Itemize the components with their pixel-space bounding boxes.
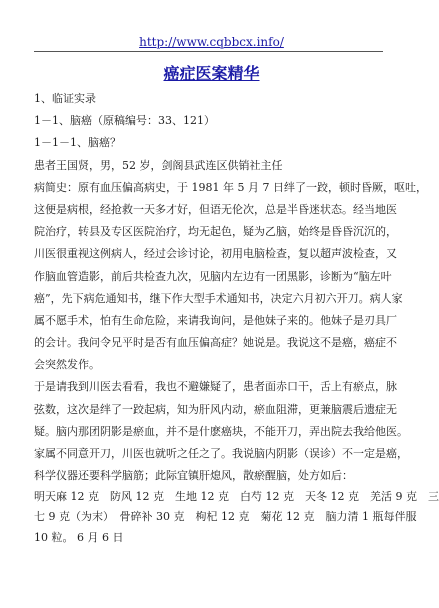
prescription-date-line: 10 粒。 6 月 6 日 <box>34 530 124 544</box>
text-line: 弦数，这次是绊了一跤起病，知为肝风内动，瘀血阻滞，更兼脑震后遗症无 <box>34 402 397 416</box>
text-line: 病简史：原有血压偏高病史，于 1981 年 5 月 7 日绊了一跤，顿时昏厥，呕吐， <box>34 180 427 194</box>
document-title[interactable]: 癌症医案精华 <box>163 64 260 83</box>
text-line: 科学仪器还要科学脑筋；此际宜镇肝熄风，散瘀醒脑，处方如后： <box>34 469 353 483</box>
prescription-line: 七 9 克（为末） 骨碎补 30 克 枸杞 12 克 菊花 12 克 脑力清 1 瓶每伴服 <box>34 510 417 524</box>
text-line: 会突然发作。 <box>34 358 100 372</box>
text-line: 这便是病根，经抢救一天多才好，但语无伦次，总是半昏迷状态。经当地医 <box>34 202 397 216</box>
text-line: 家属不同意开刀，川医也就听之任之了。我说脑内阴影（误诊）不一定是癌， <box>34 447 408 460</box>
text-line: 院治疗，转县及专区医院治疗，均无起色，疑为乙脑，始终是昏昏沉沉的， <box>34 225 397 239</box>
section-heading: 1、临证实录 <box>34 92 96 105</box>
text-line: 疑。脑内那团阴影是瘀血，并不是什麽癌块，不能开刀，弄出院去我给他医。 <box>34 424 408 438</box>
text-line: 于是请我到川医去看看，我也不避嫌疑了，患者面赤口干，舌上有瘀点，脉 <box>34 380 397 394</box>
text-line: 的会计。我问令兄平时是否有血压偏高症？她说是。我说这不是癌，癌症不 <box>34 336 397 350</box>
prescription-line: 明天麻 12 克 防风 12 克 生地 12 克 白芍 12 克 天冬 12 克 羌活 9 克 三 <box>34 489 439 503</box>
document-body <box>34 92 439 553</box>
text-line: 属不愿手术，怕有生命危险，来请我询问，是他妹子来的。他妹子是刃具厂 <box>34 313 397 327</box>
header-url-link[interactable]: http://www.cqbbcx.info/ <box>139 35 284 49</box>
case-heading: 1－1－1、脑癌？ <box>34 136 121 150</box>
patient-info-line: 患者王国贤，男，52 岁，剑阁县武连区供销社主任 <box>34 158 283 172</box>
subsection-heading: 1－1、脑癌（原稿编号：33、121） <box>34 114 215 128</box>
text-line: 作脑血管造影，前后共检查九次，见脑内左边有一团黑影，诊断为“脑左叶 <box>34 269 392 283</box>
text-line: 川医很重视这例病人，经过会诊讨论，初用电脑检查，复以超声波检查，又 <box>34 247 397 261</box>
header-divider <box>34 51 383 52</box>
text-line: 癌”，先下病危通知书，继下作大型手术通知书，决定六月初六开刀。病人家 <box>34 291 403 305</box>
